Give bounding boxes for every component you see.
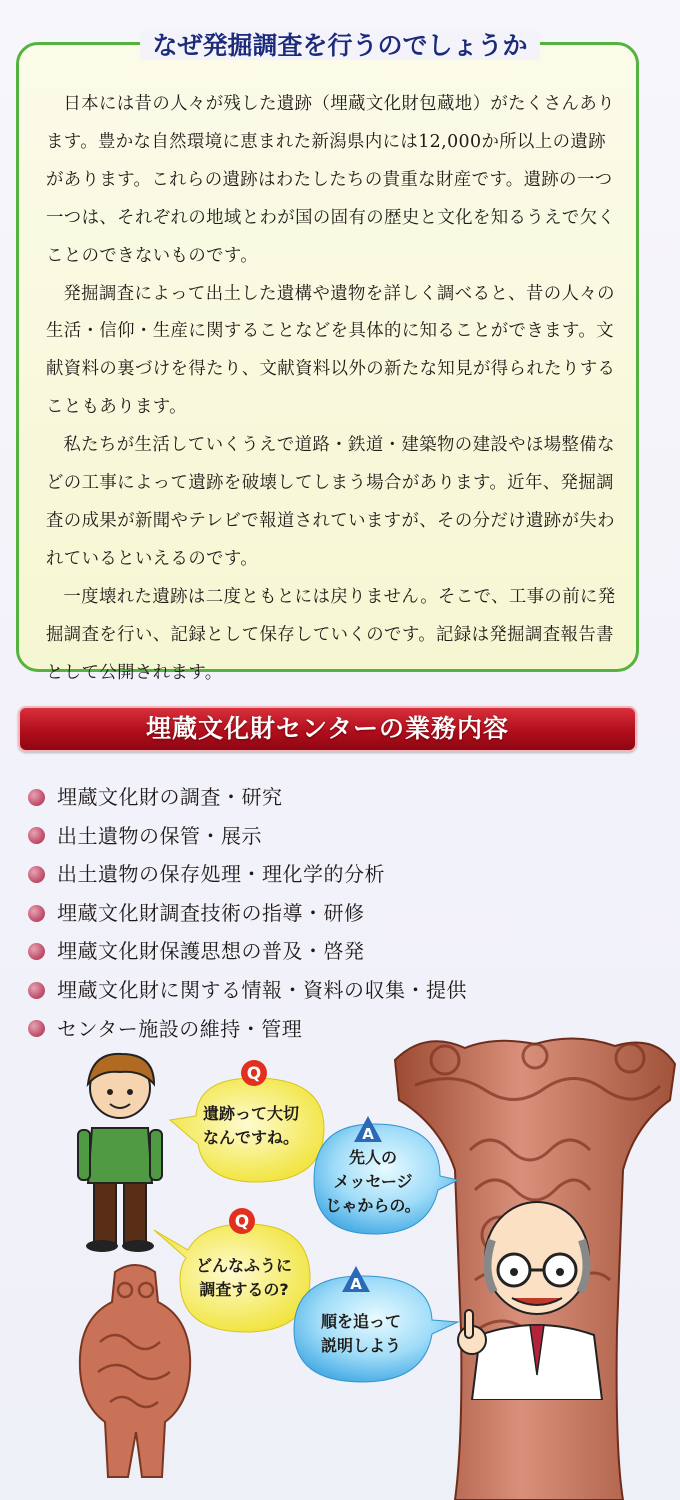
q-icon: [238, 1058, 270, 1088]
question-1-text: [196, 1102, 306, 1150]
a-icon-label: A: [362, 1125, 374, 1143]
why-excavate-title-text: なぜ発掘調査を行うのでしょうか: [140, 31, 539, 60]
bubble-line: じゃからの。: [325, 1196, 421, 1215]
list-item: [28, 894, 467, 933]
q-icon-label: Q: [234, 1212, 250, 1232]
bullet-icon: [28, 789, 45, 806]
bullet-icon: [28, 1020, 45, 1037]
paragraph: 発掘調査によって出土した遺構や遺物を詳しく調べると、昔の人々の生活・信仰・生産に関することなどを具体的に知ることができます。文献資料の裏づけを得たり、文献資料以外の新たな知見が得られたりすることもあります。: [46, 283, 616, 418]
why-excavate-title: [0, 26, 680, 66]
list-item-label: 出土遺物の保存処理・理化学的分析: [57, 862, 385, 887]
bullet-icon: [28, 905, 45, 922]
list-item-label: 埋蔵文化財の調査・研究: [57, 785, 283, 809]
list-item: [28, 971, 467, 1010]
list-item-label: 出土遺物の保管・展示: [57, 823, 262, 848]
duties-list: [28, 778, 467, 1048]
list-item: [28, 778, 467, 817]
list-item-label: 埋蔵文化財保護思想の普及・啓発: [57, 939, 365, 964]
list-item-label: 埋蔵文化財に関する情報・資料の収集・提供: [57, 977, 467, 1002]
bullet-icon: [28, 827, 45, 844]
paragraph: 私たちが生活していくうえで道路・鉄道・建築物の建設やほ場整備などの工事によって遺跡を破壊してしまう場合があります。近年、発掘調査の成果が新聞やテレビで報道されていますが、その分だけ遺跡が失われているといえるのです。: [46, 435, 615, 569]
list-item: [28, 932, 467, 971]
a-icon: [340, 1264, 372, 1294]
a-icon: [352, 1114, 384, 1144]
q-icon-label: Q: [246, 1064, 262, 1084]
answer-1-text: [318, 1146, 428, 1218]
bullet-icon: [28, 866, 45, 883]
list-item-label: センター施設の維持・管理: [57, 1016, 303, 1041]
bubble-line: メッセージ: [333, 1172, 413, 1191]
bubble-line: 説明しよう: [320, 1336, 401, 1355]
bubble-line: なんですね。: [202, 1128, 299, 1147]
bullet-icon: [28, 943, 45, 960]
answer-2-text: [306, 1310, 416, 1358]
paragraph: 一度壊れた遺跡は二度ともとには戻りません。そこで、工事の前に発掘調査を行い、記録として保存していくのです。記録は発掘調査報告書として公開されます。: [46, 586, 616, 683]
list-item: [28, 855, 467, 894]
list-item-label: 埋蔵文化財調査技術の指導・研修: [57, 900, 365, 925]
bullet-icon: [28, 982, 45, 999]
bubble-line: 先人の: [348, 1148, 397, 1167]
why-excavate-body: [46, 86, 622, 693]
professor-character: [452, 1200, 622, 1400]
duties-banner: 埋蔵文化財センターの業務内容: [18, 706, 637, 752]
bubble-line: 調査するの?: [199, 1280, 289, 1299]
paragraph: 日本には昔の人々が残した遺跡（埋蔵文化財包蔵地）がたくさんあります。豊かな自然環境に恵まれた新潟県内には12,000か所以上の遺跡があります。これらの遺跡はわたしたちの貴重な財産です。遺跡の一つ一つは、それぞれの地域とわが国の固有の歴史と文化を知るうえで欠くことのできないものです。: [46, 94, 616, 266]
bubble-line: どんなふうに: [195, 1256, 292, 1275]
q-icon: [226, 1206, 258, 1236]
bubble-line: 遺跡って大切: [202, 1104, 299, 1123]
a-icon-label: A: [350, 1275, 362, 1293]
list-item: [28, 817, 467, 856]
bubble-line: 順を追って: [320, 1312, 401, 1331]
